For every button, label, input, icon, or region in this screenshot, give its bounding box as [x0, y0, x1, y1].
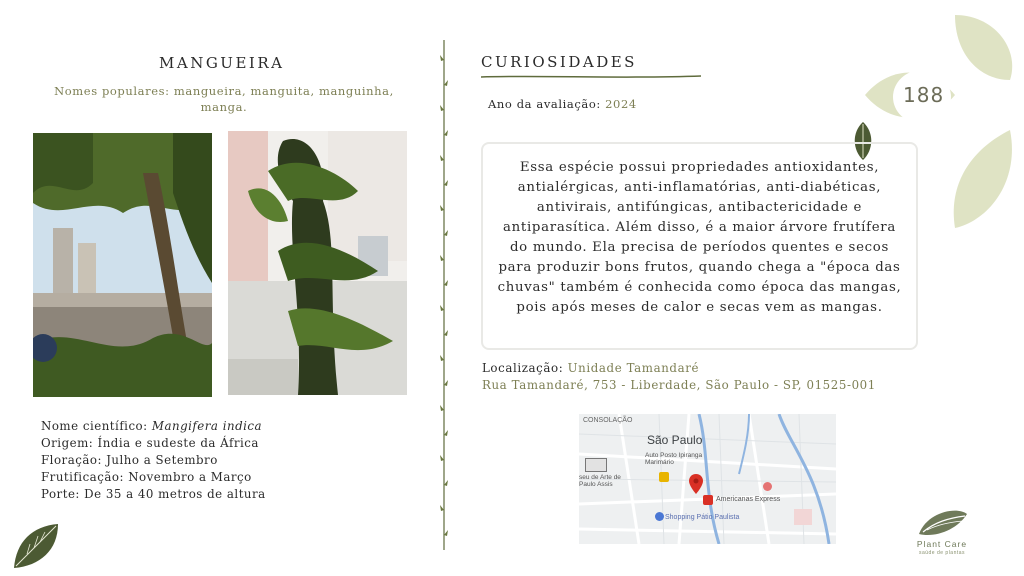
- fact-label: Nome científico:: [41, 419, 152, 433]
- fact-value: De 35 a 40 metros de altura: [84, 487, 266, 501]
- map-poi-label: Auto Posto Ipiranga Marimário: [645, 452, 703, 466]
- fact-flowering: [41, 452, 266, 469]
- vine-divider: [438, 40, 450, 550]
- fuel-station-icon: [659, 472, 669, 482]
- museum-icon: [585, 458, 607, 472]
- year-value: 2024: [605, 97, 637, 111]
- map-pin-icon: [689, 474, 703, 494]
- address: Rua Tamandaré, 753 - Liberdade, São Paulo - SP, 01525-001: [482, 378, 876, 392]
- species-facts: [41, 418, 266, 503]
- hospital-icon: [763, 482, 772, 491]
- fact-value: Novembro a Março: [128, 470, 252, 484]
- fact-value: Mangifera indica: [151, 419, 263, 433]
- map-poi-label: Shopping Pátio Paulista: [665, 514, 740, 521]
- fact-origin: [41, 435, 266, 452]
- location-block: [482, 360, 876, 394]
- species-title: MANGUEIRA: [159, 54, 285, 72]
- fact-label: Floração:: [41, 453, 107, 467]
- fact-value: Índia e sudeste da África: [97, 436, 259, 450]
- map-district-label: CONSOLAÇÃO: [583, 417, 633, 424]
- fact-label: Porte:: [41, 487, 85, 501]
- map-city-label: São Paulo: [647, 433, 703, 447]
- title-underline: [481, 74, 701, 80]
- fact-label: Frutificação:: [41, 470, 129, 484]
- page-number: 188: [903, 83, 945, 107]
- tree-photo-1: [33, 133, 212, 397]
- description-box: [481, 142, 918, 350]
- map-poi-label: seu de Arte de Paulo Assis: [579, 474, 621, 488]
- section-title: CURIOSIDADES: [481, 53, 637, 71]
- year-label: Ano da avaliação:: [488, 97, 606, 111]
- location-value: Unidade Tamandaré: [567, 361, 700, 375]
- leaf-icon: [10, 522, 60, 570]
- location-label: Localização:: [482, 361, 568, 375]
- logo-tagline: saúde de plantas: [918, 550, 966, 556]
- logo-icon: [917, 508, 969, 538]
- tree-photo-2: [228, 131, 407, 395]
- fact-scientific-name: [41, 418, 266, 435]
- shopping-icon: [655, 512, 664, 521]
- popular-names: Nomes populares: mangueira, manguita, manguinha, manga.: [54, 84, 394, 114]
- fact-value: Julho a Setembro: [106, 453, 218, 467]
- evaluation-year: [488, 96, 637, 112]
- fact-size: [41, 486, 266, 503]
- location-map[interactable]: [579, 414, 836, 544]
- fact-label: Origem:: [41, 436, 98, 450]
- description-text: Essa espécie possui propriedades antioxidantes, antialérgicas, anti-inflamatórias, anti-diabéticas, antivirais, antifúngicas, antibactericidade e antiparasítica. Além disso, é a maior árvore frutífera do mundo. Ela precisa de períodos quentes e secos para produzir bons frutos, quando chega a "época das chuvas" também é conhecida como época das mangas, pois após meses de calor e secas vem as mangas.: [497, 160, 902, 315]
- store-icon: [703, 495, 713, 505]
- map-poi-label: Americanas Express: [716, 496, 781, 503]
- logo-name: Plant Care: [916, 539, 968, 549]
- fact-fruiting: [41, 469, 266, 486]
